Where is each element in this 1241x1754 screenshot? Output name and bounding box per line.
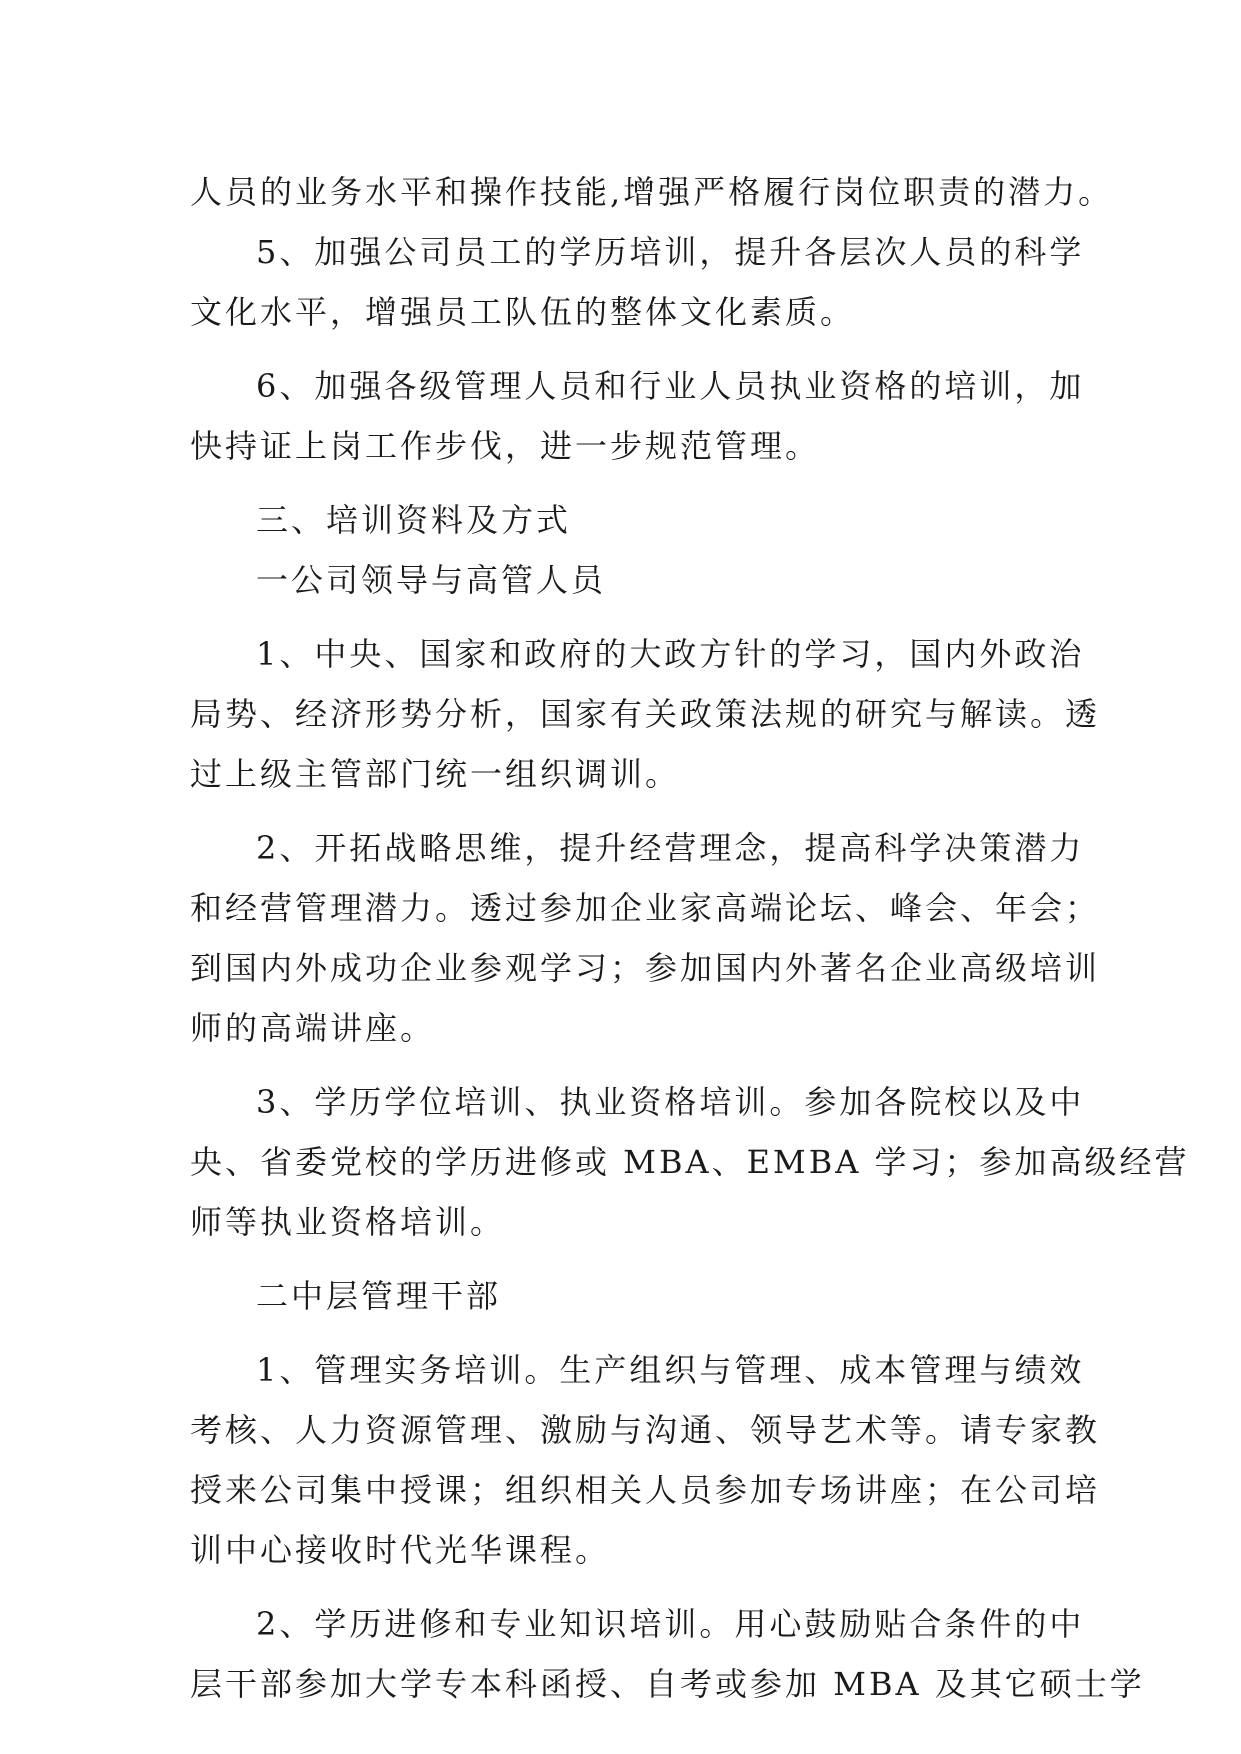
text-line: 2、开拓战略思维，提升经营理念，提高科学决策潜力 bbox=[256, 829, 1085, 867]
text-line: 师等执业资格培训。 bbox=[190, 1203, 506, 1241]
text-line: 层干部参加大学专本科函授、自考或参加 MBA 及其它硕士学 bbox=[190, 1665, 1145, 1703]
subsection-heading: 二中层管理干部 bbox=[256, 1277, 502, 1315]
text-line: 师的高端讲座。 bbox=[190, 1009, 436, 1047]
text-line: 2、学历进修和专业知识培训。用心鼓励贴合条件的中 bbox=[256, 1605, 1085, 1643]
text-line: 考核、人力资源管理、激励与沟通、领导艺术等。请专家教 bbox=[190, 1411, 1101, 1449]
text-line: 3、学历学位培训、执业资格培训。参加各院校以及中 bbox=[256, 1083, 1085, 1121]
text-line: 5、加强公司员工的学历培训，提升各层次人员的科学 bbox=[256, 233, 1085, 271]
text-line: 和经营管理潜力。透过参加企业家高端论坛、峰会、年会； bbox=[190, 889, 1101, 927]
text-line: 快持证上岗工作步伐，进一步规范管理。 bbox=[190, 427, 821, 465]
text-line: 央、省委党校的学历进修或 MBA、EMBA 学习；参加高级经营 bbox=[190, 1143, 1190, 1181]
text-line: 局势、经济形势分析，国家有关政策法规的研究与解读。透 bbox=[190, 695, 1101, 733]
text-line: 过上级主管部门统一组织调训。 bbox=[190, 755, 681, 793]
text-line: 人员的业务水平和操作技能,增强严格履行岗位职责的潜力。 bbox=[190, 173, 1114, 211]
text-line: 1、中央、国家和政府的大政方针的学习，国内外政治 bbox=[256, 635, 1085, 673]
document-body bbox=[190, 162, 1190, 1714]
section-heading: 三、培训资料及方式 bbox=[256, 501, 572, 539]
text-line: 训中心接收时代光华课程。 bbox=[190, 1531, 611, 1569]
text-line: 文化水平，增强员工队伍的整体文化素质。 bbox=[190, 293, 856, 331]
text-line: 授来公司集中授课；组织相关人员参加专场讲座；在公司培 bbox=[190, 1471, 1101, 1509]
text-line: 1、管理实务培训。生产组织与管理、成本管理与绩效 bbox=[256, 1351, 1085, 1389]
subsection-heading: 一公司领导与高管人员 bbox=[256, 561, 607, 599]
text-line: 到国内外成功企业参观学习；参加国内外著名企业高级培训 bbox=[190, 949, 1101, 987]
text-line: 6、加强各级管理人员和行业人员执业资格的培训，加 bbox=[256, 367, 1085, 405]
